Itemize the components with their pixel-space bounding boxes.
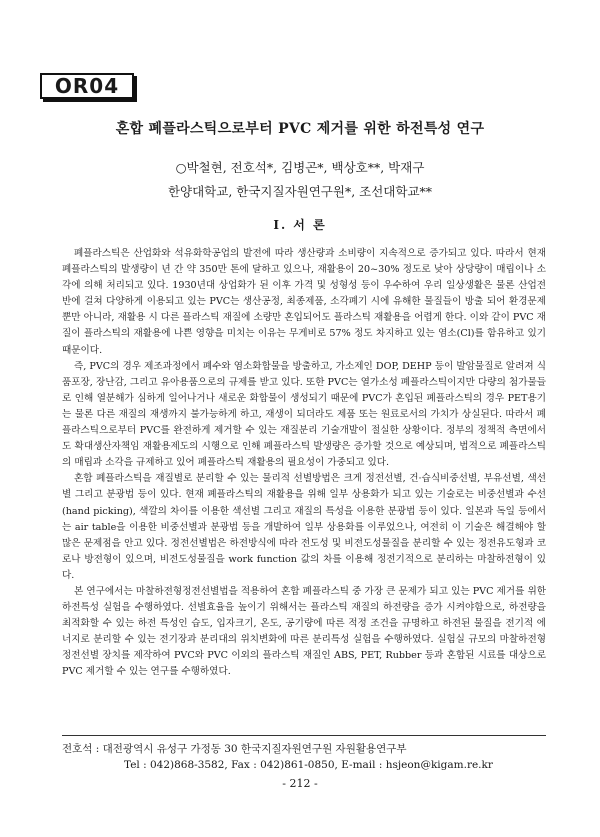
footnote-divider [62, 735, 546, 736]
paragraph: 폐플라스틱은 산업화와 석유화학공업의 발전에 따라 생산량과 소비량이 지속적으로 증가되고 있다. 따라서 현재 폐플라스틱의 발생량이 년 간 약 350만 톤에 달하고 있으나, 재활용이 20~30% 정도로 낮아 상당량이 매립이나 소각에 의해 처리되고 있다. 1930년대 상업화가 된 이후 가격 및 성형성 등이 우수하여 우리 일상생활은 물론 산업전반에 걸쳐 다양하게 이용되고 있는 PVC는 생산공정, 최종제품, 소각폐기 시에 유해한 물질들이 방출 되어 환경문제뿐만 아니라, 재활용 시 다른 플라스틱 재질에 소량만 혼입되어도 플라스틱 재활용을 어렵게 한다. 이와 같이 PVC 재질이 플라스틱의 재활용에 나쁜 영향을 미치는 이유는 무게비로 57% 정도 차지하고 있는 염소(Cl)를 함유하고 있기 때문이다. [62, 248, 546, 356]
page-number: - 212 - [282, 777, 318, 790]
section-heading: I. 서 론 [273, 218, 327, 232]
paragraph: 즉, PVC의 경우 제조과정에서 폐수와 염소화합물을 방출하고, 가소제인 DOP, DEHP 등이 발암물질로 알려져 식품포장, 장난감, 그리고 유아용품으로의 규제를 받고 있다. 또한 PVC는 열가소성 폐플라스틱이지만 다량의 첨가물들로 인해 열분해가 심하게 일어나거나 새로운 화합물이 생성되기 때문에 PVC가 혼입된 폐플라스틱의 경우 PET용기는 물론 다른 재질의 재생까지 불가능하게 하고, 재생이 되더라도 제품 또는 원료로서의 가치가 상실된다. 따라서 폐플라스틱으로부터 PVC를 완전하게 제거할 수 있는 재질분리 기술개발이 절실한 상황이다. 정부의 정책적 측면에서도 확대생산자책임 재활용제도의 시행으로 인해 폐플라스틱 발생량은 증가할 것으로 예상되며, 법적으로 폐플라스틱의 매립과 소각을 규제하고 있어 폐플라스틱 재활용의 필요성이 가중되고 있다. [62, 360, 546, 469]
footnote-contact: Tel : 042)868-3582, Fax : 042)861-0850, E-mail : hsjeon@kigam.re.kr [124, 759, 493, 771]
paper-code-label: OR04 [40, 73, 134, 99]
affiliation-list: 한양대학교, 한국지질자원연구원*, 조선대학교** [167, 184, 433, 199]
paragraph: 본 연구에서는 마찰하전형정전선별법을 적용하여 혼합 폐플라스틱 중 가장 큰 문제가 되고 있는 PVC 제거를 위한 하전특성 실험을 수행하였다. 선별효율을 높이기 위해서는 플라스틱 재질의 하전량을 증가 시켜야함으로, 하전량을 최적화할 수 있는 하전 특성인 습도, 입자크기, 온도, 공기량에 따른 적정 조건을 규명하고 하전된 물질을 전기적 에너지로 분리할 수 있는 전기장과 분리대의 위치변화에 따른 분리특성 실험을 수행하였다. 실험실 규모의 마찰하전형정전선별 장치를 제작하여 PVC와 PVC 이외의 플라스틱 재질인 ABS, PET, Rubber 등과 혼합된 시료를 대상으로 PVC 제거할 수 있는 연구를 수행하였다. [62, 585, 546, 678]
footnote-address: 전호석 : 대전광역시 유성구 가정동 30 한국지질자원연구원 자원활용연구부 [62, 743, 407, 755]
corresponding-author-footnote [62, 741, 546, 773]
paper-title: 혼합 폐플라스틱으로부터 PVC 제거를 위한 하전특성 연구 [115, 121, 485, 137]
paragraph: 혼합 폐플라스틱을 재질별로 분리할 수 있는 물리적 선별방법은 크게 정전선별, 건·습식비중선별, 부유선별, 색선별 그리고 분광법 등이 있다. 현재 폐플라스틱의 재활용을 위해 일부 상용화가 되고 있는 기술로는 비중선별과 수선(hand picking), 색깔의 차이를 이용한 색선별 그리고 재질의 특성을 이용한 분광법 등이 있다. 일본과 독일 등에서는 air table을 이용한 비중선별과 분광법 등을 개발하여 일부 상용화를 이루었으나, 여전히 이 기술은 해결해야 할 많은 문제점을 안고 있다. 정전선별법은 하전방식에 따라 전도성 및 비전도성물질을 분리할 수 있는 정전유도형과 코로나 방전형이 있으며, 비전도성물질을 work function 값의 차를 이용해 정전기적으로 분리하는 마찰하전형이 있다. [62, 473, 546, 581]
author-list: ○박철현, 전호석*, 김병곤*, 백상호**, 박재구 [175, 160, 425, 175]
body-text [62, 246, 546, 681]
